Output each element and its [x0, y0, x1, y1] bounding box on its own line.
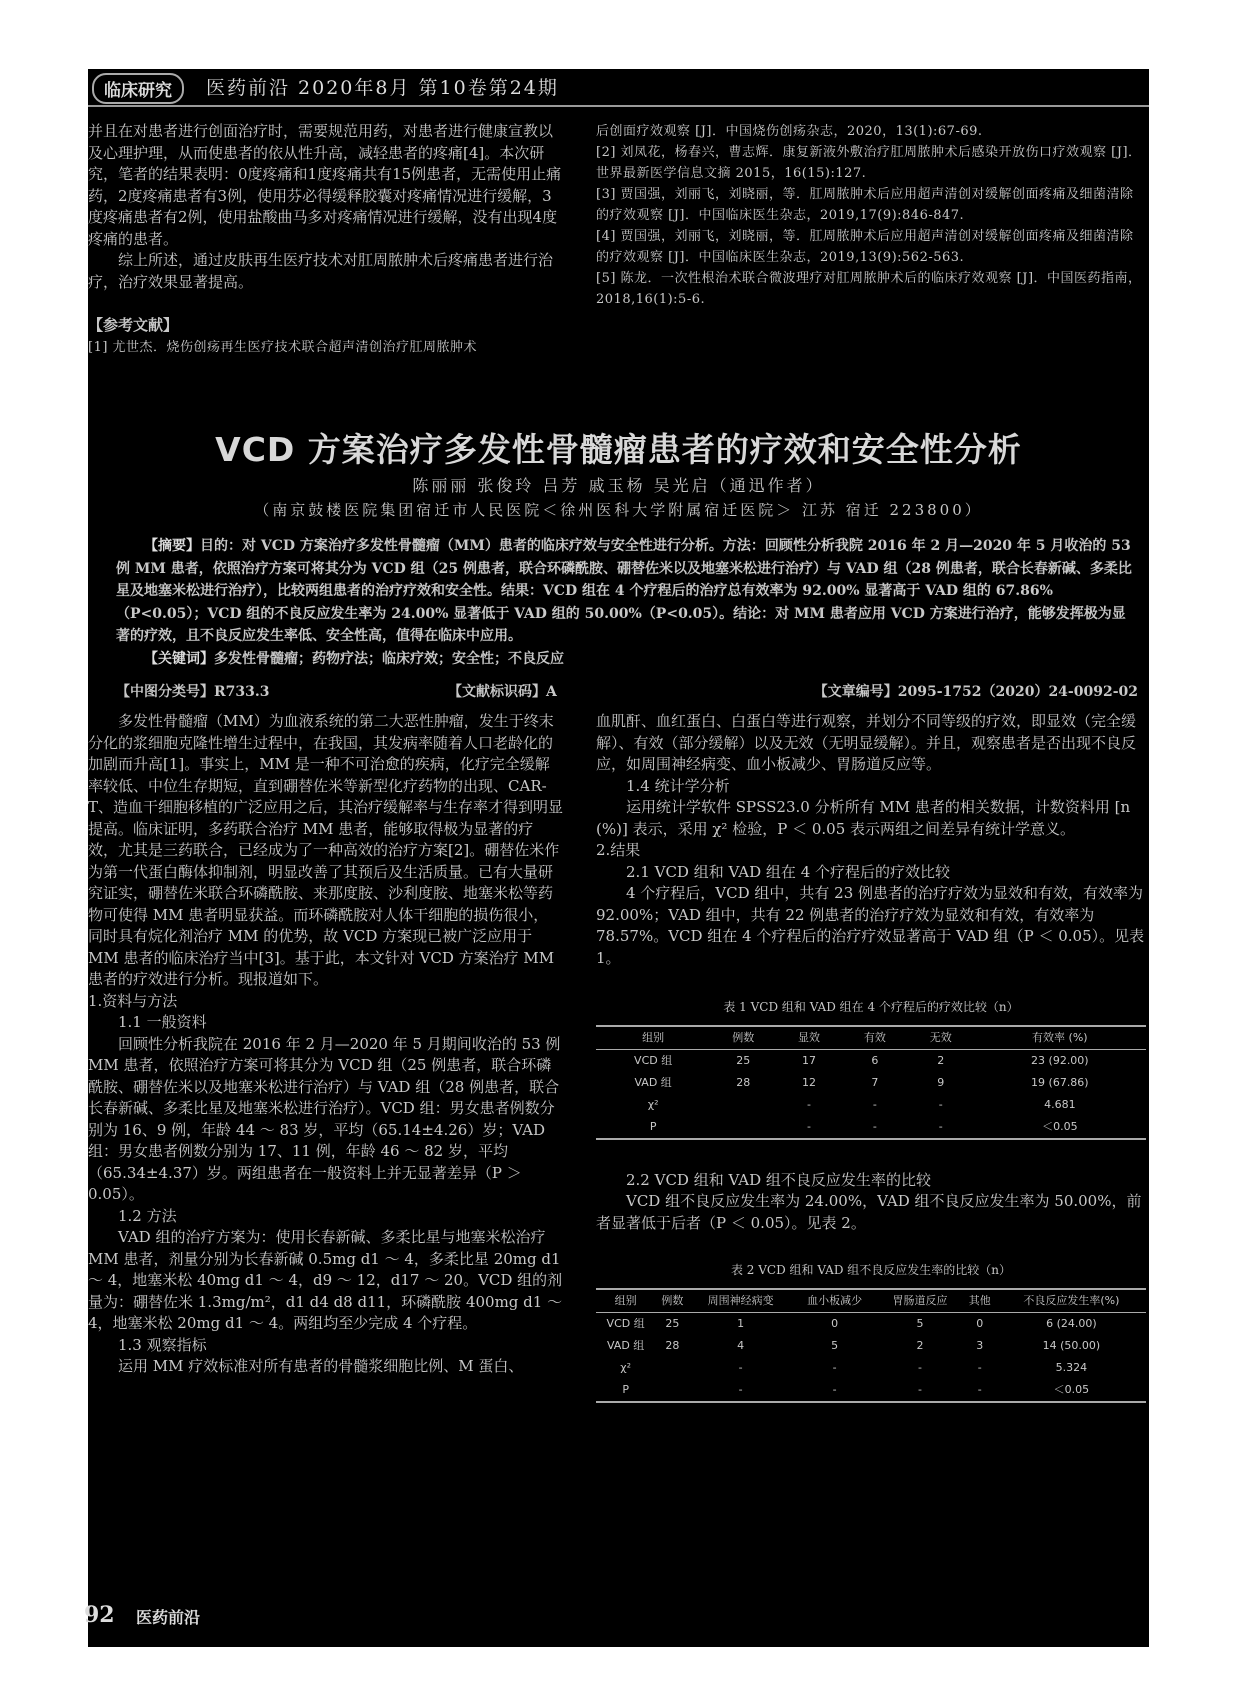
table-cell: 14 (50.00) — [1042, 1338, 1101, 1352]
subsection-heading: 1.1 一般资料 — [118, 1013, 207, 1031]
table-cell: 7 — [871, 1075, 879, 1089]
article-title: VCD 方案治疗多发性骨髓瘤患者的疗效和安全性分析 — [215, 430, 1022, 469]
table-cell — [655, 1379, 689, 1402]
table-cell: 4 — [737, 1338, 745, 1352]
section-label: 临床研究 — [92, 73, 184, 104]
table-cell: ＜0.05 — [1042, 1119, 1078, 1133]
table-cell: - — [738, 1360, 743, 1374]
table-header-cell: 有效率 (%) — [1032, 1030, 1088, 1044]
page-header — [88, 69, 1149, 107]
subsection-heading: 1.3 观察指标 — [118, 1335, 207, 1354]
section-heading: 1.资料与方法 — [88, 991, 178, 1010]
paragraph: VCD 组不良反应发生率为 24.00%，VAD 组不良反应发生率为 50.00%，前者显著低于后者（P ＜ 0.05）。见表 2。 — [596, 1192, 1142, 1232]
table-cell: P — [649, 1119, 657, 1133]
table-cell: 12 — [802, 1075, 817, 1089]
table-cell: 6 — [871, 1053, 879, 1067]
table-cell: 28 — [736, 1075, 751, 1089]
table-cell: 19 (67.86) — [1031, 1075, 1089, 1089]
table-cell: 5 — [831, 1338, 839, 1352]
table-cell: 4.681 — [1044, 1097, 1076, 1111]
table-cell: - — [872, 1119, 877, 1133]
table-header-cell: 例数 — [732, 1030, 755, 1044]
table-cell: - — [977, 1360, 982, 1374]
subsection-heading: 1.4 统计学分析 — [626, 776, 730, 795]
paragraph: 回顾性分析我院在 2016 年 2 月—2020 年 5 月期间收治的 53 例 MM 患者，依照治疗方案可将其分为 VCD 组（25 例患者，联合环磷酰胺、硼替佐米以及地塞米松进行治疗）与 VAD 组（28 例患者，联合长春新碱、多柔比星及地塞米松进行治疗）。VCD 组：男女患者例数分别为 16、9 例，年龄 44 ～ 83 岁，平均（65.14±4.26）岁；VAD 组：男女患者例数分别为 17、11 例，年龄 46 ～ 82 岁，平均（65.34±4.37）岁。两组患者在一般资料上并无显著差异（P ＞ 0.05）。 — [88, 1034, 561, 1203]
table-cell: - — [807, 1097, 812, 1111]
table-row — [596, 1116, 1146, 1139]
paragraph: 多发性骨髓瘤（MM）为血液系统的第二大恶性肿瘤，发生于终末分化的浆细胞克隆性增生过程中，在我国，其发病率随着人口老龄化的加剧而升高[1]。事实上，MM 是一种不可治愈的疾病，化疗完全缓解率较低、中位生存期短，直到硼替佐米等新型化疗药物的出现、CAR-T、造血干细胞移植的广泛应用之后，其治疗缓解率与生存率才得到明显提高。临床证明，多药联合治疗 MM 患者，能够取得极为显著的疗效，尤其是三药联合，已经成为了一种高效的治疗方案[2]。硼替佐米作为第一代蛋白酶体抑制剂，明显改善了其预后及生活质量。已有大量研究证实，硼替佐米联合环磷酰胺、来那度胺、沙利度胺、地塞米松等药物可使得 MM 患者明显获益。而环磷酰胺对人体干细胞的损伤很小，同时具有烷化剂治疗 MM 的优势，故 VCD 方案现已被广泛应用于 MM 患者的临床治疗当中[3]。基于此，本文针对 VCD 方案治疗 MM 患者的疗效进行分析。现报道如下。 — [88, 712, 564, 988]
table-cell: - — [738, 1382, 743, 1396]
abstract-label: 【摘要】 — [144, 538, 200, 554]
table-row — [596, 1072, 1146, 1094]
document-code: 【文献标识码】A — [448, 684, 557, 700]
abstract — [116, 535, 1136, 670]
table-cell: 25 — [736, 1053, 751, 1067]
table-cell: 28 — [665, 1338, 680, 1352]
subsection-heading: 2.1 VCD 组和 VAD 组在 4 个疗程后的疗效比较 — [626, 862, 951, 881]
prev-article-references — [596, 121, 1146, 310]
subsection-heading: 1.2 方法 — [118, 1206, 177, 1225]
table-cell: - — [918, 1382, 922, 1396]
footer-journal: 医药前沿 — [136, 1608, 201, 1627]
paragraph: 运用统计学软件 SPSS23.0 分析所有 MM 患者的相关数据，计数资料用 [n (%)] 表示，采用 χ² 检验，P ＜ 0.05 表示两组之间差异有统计学意义。 — [596, 798, 1131, 838]
paragraph: 血肌酐、血红蛋白、白蛋白等进行观察，并划分不同等级的疗效，即显效（完全缓解）、有效（部分缓解）以及无效（无明显缓解）。并且，观察患者是否出现不良反应，如周围神经病变、血小板减少、胃肠道反应等。 — [596, 712, 1137, 773]
table-header-cell: 组别 — [642, 1030, 665, 1044]
paragraph: VAD 组的治疗方案为：使用长春新碱、多柔比星与地塞米松治疗 MM 患者，剂量分别为长春新碱 0.5mg d1 ～ 4，多柔比星 20mg d1 ～ 4，地塞米松 40mg d1 ～ 4，d9 ～ 12，d17 ～ 20。VCD 组的剂量为：硼替佐米 1.3mg/m²，d1 d4 d8 d11，环磷酰胺 400mg d1 ～ 4，地塞米松 20mg d1 ～ 4。两组均至少完成 4 个疗程。 — [88, 1228, 563, 1332]
table-cell: 23 (92.00) — [1031, 1053, 1089, 1067]
table-cell: 25 — [665, 1316, 680, 1330]
table-cell: VCD 组 — [606, 1316, 645, 1330]
table-cell: - — [872, 1097, 877, 1111]
page — [84, 69, 1149, 1647]
article-number: 【文章编号】2095-1752（2020）24-0092-02 — [813, 684, 1138, 700]
reference-item: [1] 尤世杰．烧伤创疡再生医疗技术联合超声清创治疗肛周脓肿术 — [88, 339, 478, 355]
table1 — [596, 1025, 1146, 1140]
table-header-cell: 显效 — [798, 1030, 821, 1044]
references-heading: 【参考文献】 — [88, 316, 179, 334]
reference-item: [3] 贾国强，刘丽飞，刘晓丽，等．肛周脓肿术后应用超声清创对缓解创面疼痛及细菌清除的疗效观察 [J]．中国临床医生杂志，2019,17(9):846-847. — [596, 187, 1134, 223]
table-cell: VCD 组 — [634, 1053, 673, 1067]
table-cell: VAD 组 — [634, 1075, 672, 1089]
table-cell: χ² — [647, 1097, 659, 1111]
table-cell: P — [622, 1382, 629, 1396]
reference-item: [4] 贾国强，刘丽飞，刘晓丽，等．肛周脓肿术后应用超声清创对缓解创面疼痛及细菌清除的疗效观察 [J]．中国临床医生杂志，2019,13(9):562-563. — [596, 229, 1134, 265]
table-cell: 3 — [976, 1338, 984, 1352]
keywords-label: 【关键词】 — [144, 650, 214, 667]
table-cell: - — [938, 1119, 943, 1133]
keywords-text: 多发性骨髓瘤；药物疗法；临床疗效；安全性；不良反应 — [214, 650, 564, 667]
abstract-text: 目的：对 VCD 方案治疗多发性骨髓瘤（MM）患者的临床疗效与安全性进行分析。方法：回顾性分析我院 2016 年 2 月—2020 年 5 月收治的 53 例 MM 患者，依照治疗方案可将其分为 VCD 组（25 例患者，联合环磷酰胺、硼替佐米以及地塞米松进行治疗）与 VAD 组（28 例患者，联合长春新碱、多柔比星及地塞米松进行治疗），比较两组患者的治疗疗效和安全性。结果：VCD 组在 4 个疗程后的治疗总有效率为 92.00% 显著高于 VAD 组的 67.86%（P<0.05）；VCD 组的不良反应发生率为 24.00% 显著低于 VAD 组的 50.00%（P<0.05）。结论：对 MM 患者应用 VCD 方案进行治疗，能够发挥极为显著的疗效，且不良反应发生率低、安全性高，值得在临床中应用。 — [116, 538, 1132, 644]
body-left-column — [88, 711, 563, 1378]
table-row — [596, 1312, 1146, 1335]
table-cell — [710, 1116, 776, 1139]
table-header-cell: 不良反应发生率(%) — [1023, 1293, 1120, 1307]
table-cell: - — [977, 1382, 982, 1396]
clc-number: 【中图分类号】R733.3 — [116, 684, 270, 700]
page-number: 92 — [84, 1602, 115, 1628]
table-cell: 6 (24.00) — [1046, 1316, 1097, 1330]
paragraph: 并且在对患者进行创面治疗时，需要规范用药，对患者进行健康宣教以及心理护理，从而使患者的依从性升高，减轻患者的疼痛[4]。本次研究，笔者的结果表明：0度疼痛和1度疼痛共有15例患者，无需使用止痛药，2度疼痛患者有3例，使用芬必得缓释胶囊对疼痛情况进行缓解，3度疼痛患者有2例，使用盐酸曲马多对疼痛情况进行缓解，没有出现4度疼痛的患者。 — [88, 122, 562, 248]
table-cell: - — [938, 1097, 943, 1111]
article-affiliation: （南京鼓楼医院集团宿迁市人民医院＜徐州医科大学附属宿迁医院＞ 江苏 宿迁 223800） — [254, 501, 983, 519]
table2-caption: 表 2 VCD 组和 VAD 组不良反应发生率的比较（n） — [730, 1263, 1012, 1277]
table-header-cell: 例数 — [661, 1293, 684, 1307]
table-cell: - — [918, 1360, 922, 1374]
table-cell: 0 — [831, 1316, 839, 1330]
table1-caption: 表 1 VCD 组和 VAD 组在 4 个疗程后的疗效比较（n） — [723, 1000, 1019, 1014]
table-cell: 0 — [976, 1316, 984, 1330]
table-cell — [655, 1357, 689, 1379]
table-header-cell: 有效 — [863, 1030, 886, 1044]
table-header-cell: 无效 — [929, 1030, 952, 1044]
table-cell: 5 — [916, 1316, 924, 1330]
table-header-cell: 周围神经病变 — [707, 1293, 774, 1307]
table-header-cell: 胃肠道反应 — [892, 1293, 948, 1307]
journal-info: 医药前沿 2020年8月 第10卷第24期 — [206, 77, 559, 99]
table-row — [596, 1094, 1146, 1116]
table-cell: 17 — [802, 1053, 817, 1067]
prev-article-left — [88, 121, 563, 358]
paragraph: 综上所述，通过皮肤再生医疗技术对肛周脓肿术后疼痛患者进行治疗，治疗效果显著提高。 — [88, 251, 554, 291]
table-cell: 9 — [937, 1075, 945, 1089]
table-cell: ＜0.05 — [1053, 1382, 1090, 1396]
reference-item: [5] 陈龙．一次性根治术联合微波理疗对肛周脓肿术后的临床疗效观察 [J]．中国医药指南，2018,16(1):5-6. — [596, 271, 1142, 307]
table-cell — [710, 1094, 776, 1116]
table-row — [596, 1357, 1146, 1379]
section-heading: 2.结果 — [596, 841, 641, 859]
article-authors: 陈丽丽 张俊玲 吕芳 戚玉杨 吴光启（通迅作者） — [412, 476, 825, 495]
table-row — [596, 1335, 1146, 1357]
table-row — [596, 1049, 1146, 1072]
table-cell: 5.324 — [1055, 1360, 1088, 1374]
reference-item: 后创面疗效观察 [J]．中国烧伤创疡杂志，2020，13(1):67-69. — [596, 124, 983, 139]
table-row — [596, 1379, 1146, 1402]
subsection-heading: 2.2 VCD 组和 VAD 组不良反应发生率的比较 — [626, 1170, 931, 1189]
table-cell: χ² — [620, 1360, 632, 1374]
reference-item: [2] 刘凤花，杨春兴，曹志辉．康复新液外敷治疗肛周脓肿术后感染开放伤口疗效观察 [J]．世界最新医学信息文摘 2015，16(15):127. — [596, 145, 1142, 181]
table-cell: - — [832, 1382, 837, 1396]
paragraph: 运用 MM 疗效标准对所有患者的骨髓浆细胞比例、M 蛋白、 — [118, 1357, 524, 1375]
table-cell: - — [807, 1119, 812, 1133]
table-cell: 1 — [737, 1316, 745, 1330]
table-header-cell: 其他 — [968, 1293, 991, 1307]
table-cell: VAD 组 — [606, 1338, 645, 1352]
table-cell: - — [832, 1360, 837, 1374]
table2 — [596, 1288, 1146, 1403]
table-cell: 2 — [916, 1338, 924, 1352]
table-header-cell: 组别 — [614, 1293, 637, 1307]
body-right-column — [596, 711, 1146, 1403]
table-header-cell: 血小板减少 — [807, 1293, 863, 1307]
table-cell: 2 — [937, 1053, 945, 1067]
paragraph: 4 个疗程后，VCD 组中，共有 23 例患者的治疗疗效为显效和有效，有效率为 92.00%；VAD 组中，共有 22 例患者的治疗疗效为显效和有效，有效率为 78.57%。VCD 组在 4 个疗程后的治疗疗效显著高于 VAD 组（P ＜ 0.05）。见表 1。 — [596, 884, 1145, 967]
